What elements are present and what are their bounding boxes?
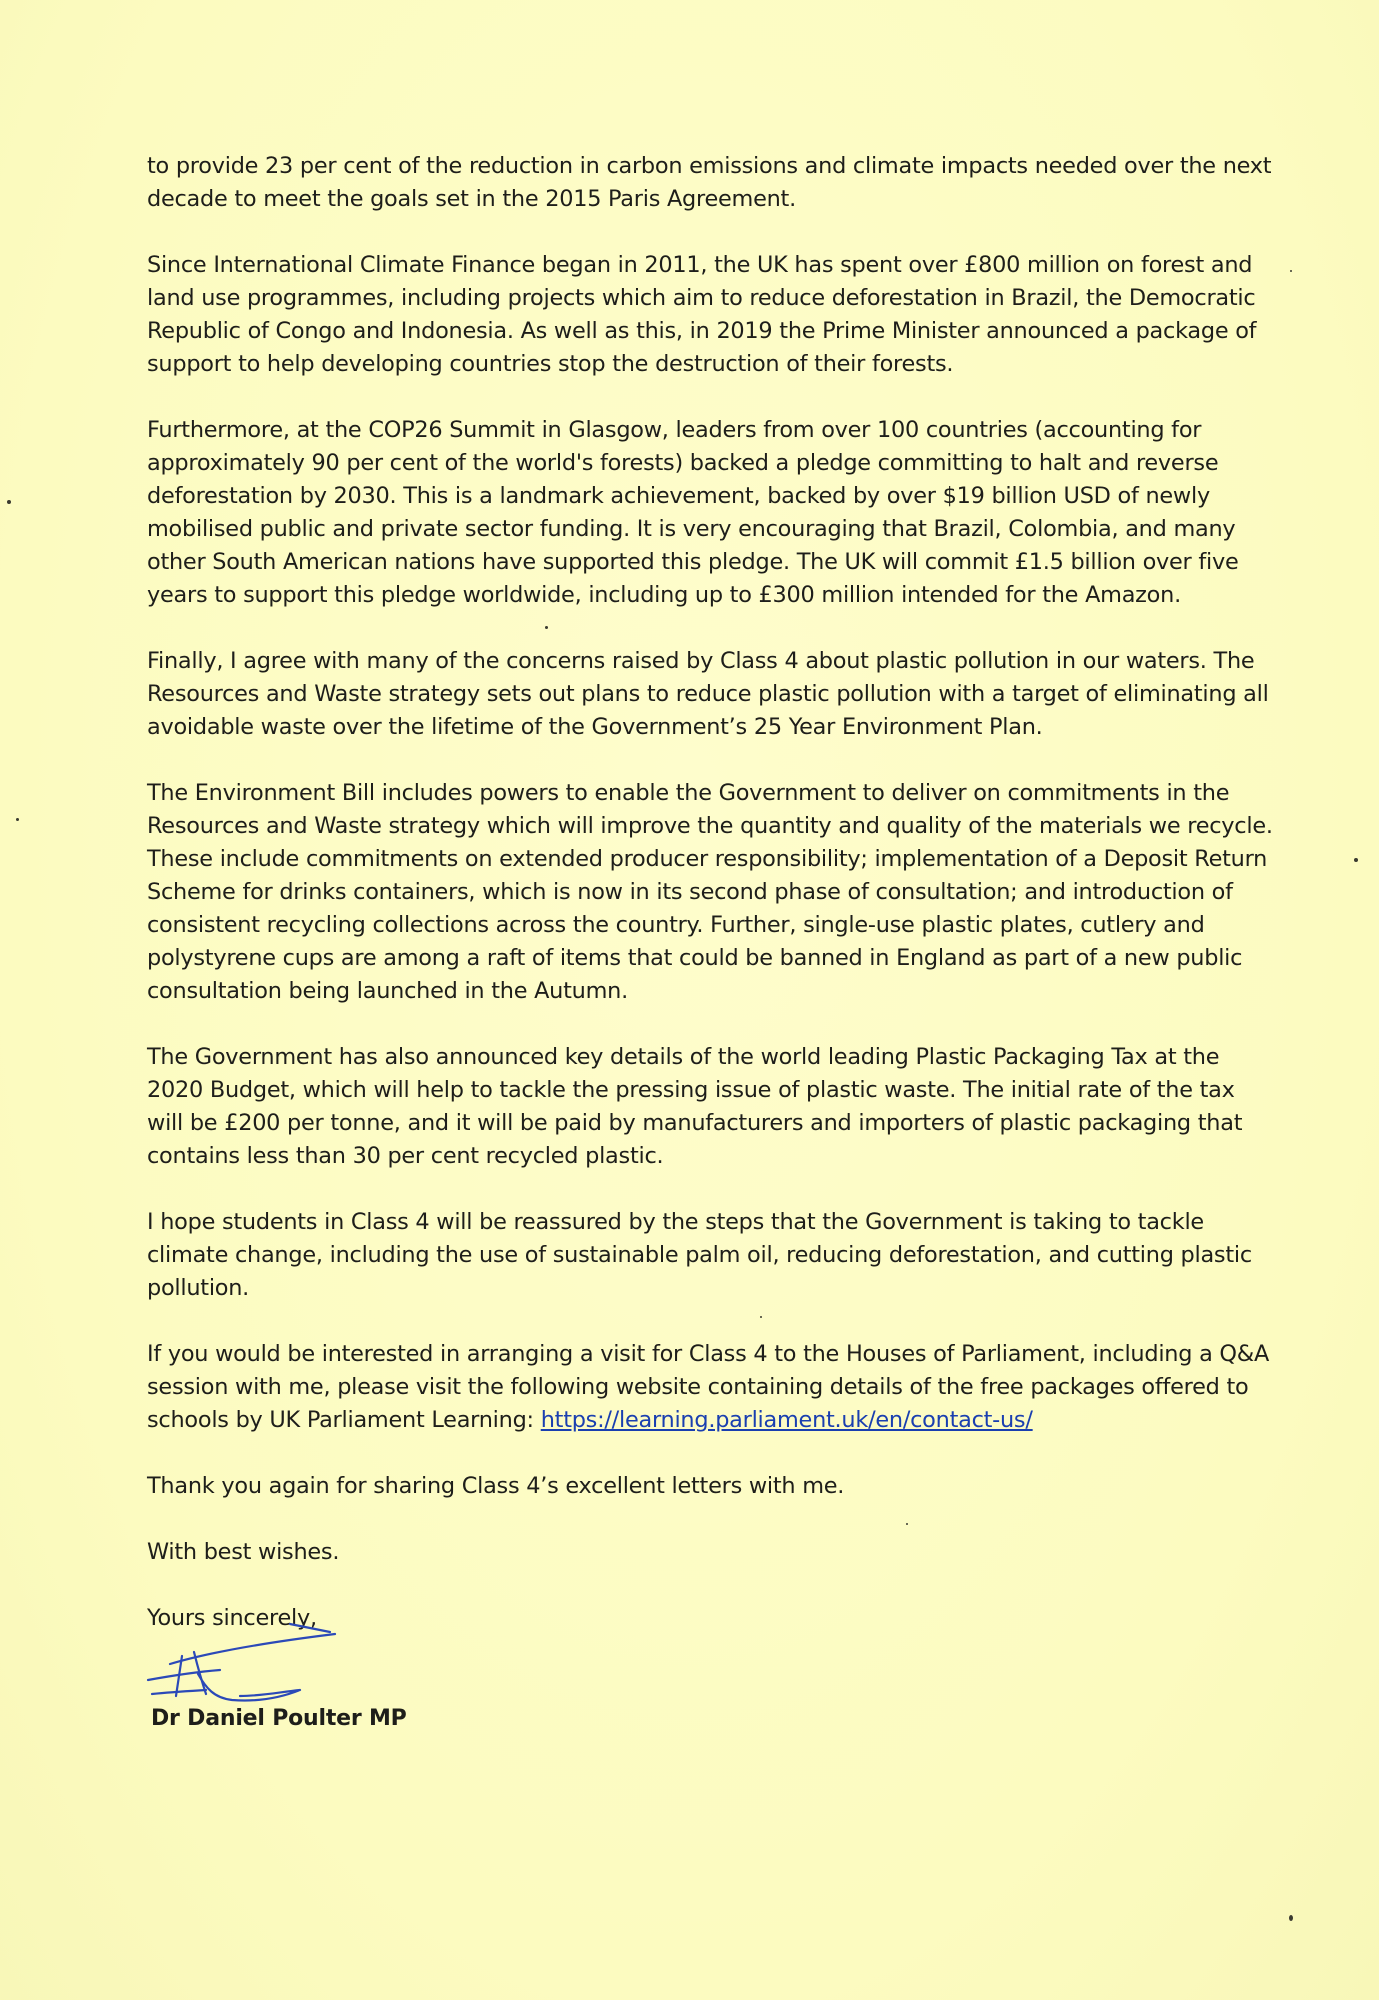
paper-speck: [1354, 858, 1358, 862]
closing-yours-sincerely: Yours sincerely,: [147, 1605, 317, 1631]
paragraph-reassurance: I hope students in Class 4 will be reassured by the steps that the Government is taking to tackle climate change, including the use of sustainable palm oil, reducing deforestation, and cutting plastic pollution.: [147, 1209, 1252, 1301]
paper-speck: [545, 626, 548, 629]
paragraph-cop26: Furthermore, at the COP26 Summit in Glasgow, leaders from over 100 countries (accounting for approximately 90 per cent of the world's forests) backed a pledge committing to halt and reverse deforestation by 2030. This is a landmark achievement, backed by over $19 billion USD of newly mobilised public and private sector funding. It is very encouraging that Brazil, Colombia, and many other South American nations have supported this pledge. The UK will commit £1.5 billion over five years to support this pledge worldwide, including up to £300 million intended for the Amazon.: [147, 417, 1239, 608]
paragraph-climate-finance: Since International Climate Finance began in 2011, the UK has spent over £800 million on forest and land use programmes, including projects which aim to reduce deforestation in Brazil, the Democratic Republic of Congo and Indonesia. As well as this, in 2019 the Prime Minister announced a package of support to help developing countries stop the destruction of their forests.: [147, 252, 1257, 377]
paragraph-plastic-pollution: Finally, I agree with many of the concerns raised by Class 4 about plastic pollution in our waters. The Resources and Waste strategy sets out plans to reduce plastic pollution with a target of eliminating all avoidable waste over the lifetime of the Government’s 25 Year Environment Plan.: [147, 648, 1269, 740]
paragraph-packaging-tax: The Government has also announced key details of the world leading Plastic Packaging Tax at the 2020 Budget, which will help to tackle the pressing issue of plastic waste. The initial rate of the tax will be £200 per tonne, and it will be paid by manufacturers and importers of plastic packaging that contains less than 30 per cent recycled plastic.: [147, 1044, 1243, 1169]
paper-speck: [760, 1316, 762, 1318]
paragraph-thanks: Thank you again for sharing Class 4’s excellent letters with me.: [147, 1473, 845, 1499]
closing-best-wishes: With best wishes.: [147, 1539, 340, 1565]
paper-speck: [1289, 1915, 1293, 1921]
paper-speck: [16, 818, 19, 821]
parliament-learning-link[interactable]: https://learning.parliament.uk/en/contact-us/: [540, 1407, 1033, 1433]
paragraph-paris-agreement: to provide 23 per cent of the reduction in carbon emissions and climate impacts needed over the next decade to meet the goals set in the 2015 Paris Agreement.: [147, 153, 1272, 212]
letter-body: [147, 150, 1277, 1668]
paper-speck: [906, 1523, 908, 1525]
paper-speck: [7, 500, 11, 504]
paper-speck: [1290, 270, 1292, 272]
signer-name: Dr Daniel Poulter MP: [151, 1706, 407, 1731]
visit-text: If you would be interested in arranging a visit for Class 4 to the Houses of Parliament, including a Q&A session with me, please visit the following website containing details of the free packages offered to schools by UK Parliament Learning:: [147, 1341, 1270, 1433]
paragraph-environment-bill: The Environment Bill includes powers to enable the Government to deliver on commitments in the Resources and Waste strategy which will improve the quantity and quality of the materials we recycle. These include commitments on extended producer responsibility; implementation of a Deposit Return Scheme for drinks containers, which is now in its second phase of consultation; and introduction of consistent recycling collections across the country. Further, single-use plastic plates, cutlery and polystyrene cups are among a raft of items that could be banned in England as part of a new public consultation being launched in the Autumn.: [147, 780, 1273, 1004]
paragraph-parliament-visit: [147, 1338, 1277, 1437]
